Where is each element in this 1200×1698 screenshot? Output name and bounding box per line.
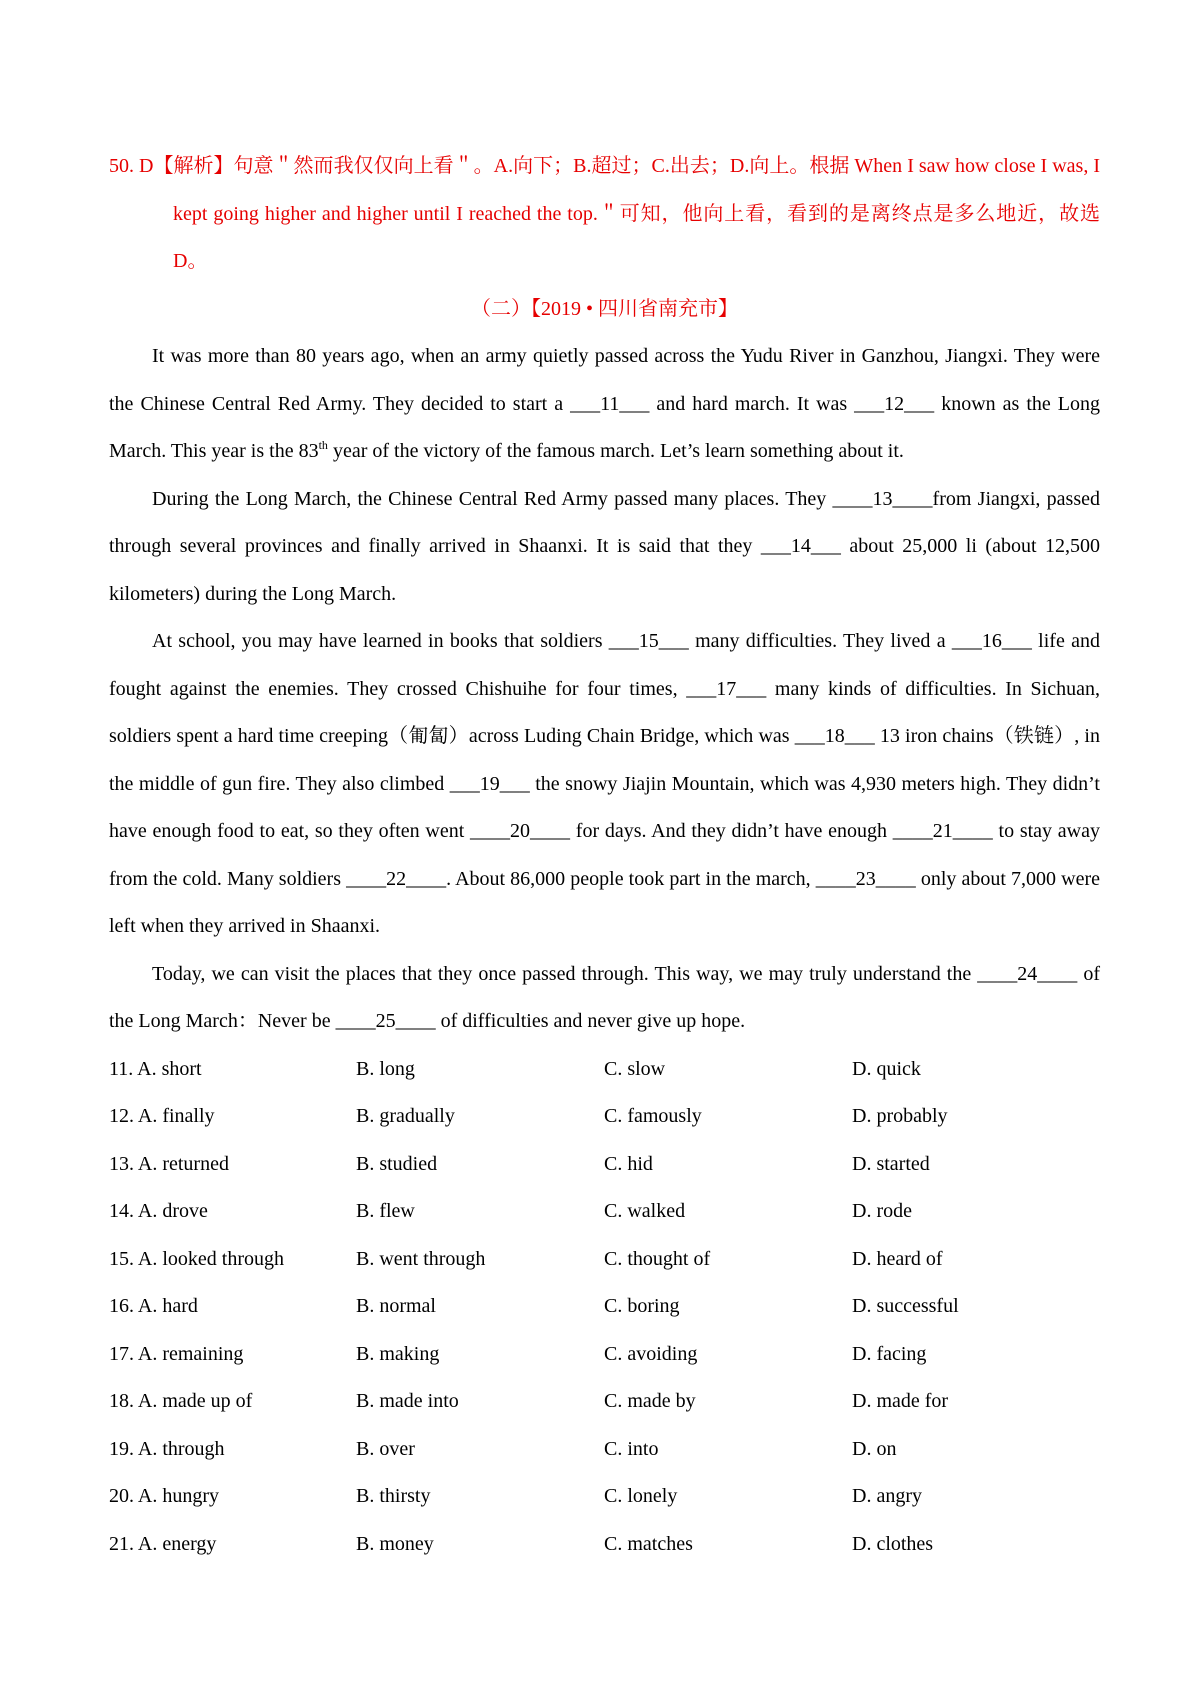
option-a: 17. A. remaining — [109, 1342, 244, 1365]
option-a: 14. A. drove — [109, 1200, 208, 1222]
option-row — [109, 1473, 1100, 1521]
option-c: C. into — [604, 1437, 659, 1460]
option-d: D. rode — [852, 1200, 912, 1222]
option-b: B. long — [356, 1057, 415, 1080]
section-title: （二）【2019 • 四川省南充市】 — [470, 297, 738, 320]
option-row — [109, 1093, 1100, 1141]
option-d: D. clothes — [852, 1532, 934, 1555]
option-d: D. on — [852, 1437, 897, 1460]
option-b: B. flew — [356, 1200, 415, 1222]
option-a: 21. A. energy — [109, 1532, 217, 1555]
option-d: D. angry — [852, 1485, 922, 1507]
option-a: 12. A. finally — [109, 1105, 215, 1127]
option-a: 13. A. returned — [109, 1152, 229, 1175]
option-b: B. over — [356, 1437, 415, 1460]
option-row — [109, 1378, 1100, 1426]
option-b: B. making — [356, 1342, 440, 1365]
option-row — [109, 1141, 1100, 1189]
option-b: B. went through — [356, 1247, 486, 1270]
document-page — [109, 143, 1100, 1568]
option-c: C. thought of — [604, 1247, 711, 1270]
option-row — [109, 1283, 1100, 1331]
option-b: B. made into — [356, 1390, 459, 1412]
option-row — [109, 1426, 1100, 1474]
option-a: 19. A. through — [109, 1437, 225, 1460]
option-c: C. slow — [604, 1057, 666, 1080]
option-d: D. heard of — [852, 1247, 943, 1270]
option-c: C. boring — [604, 1295, 680, 1317]
answer-explanation: 50. D【解析】句意＂然而我仅仅向上看＂。A.向下；B.超过；C.出去；D.向上。根据 When I saw how close I was, I kept going higher and higher until I reached the top.＂可知，他向上看，看到的是离终点是多么地近，故选 D。 — [109, 155, 1100, 272]
option-a: 16. A. hard — [109, 1295, 198, 1317]
passage-text: It was more than 80 years ago, when an army quietly passed across the Yudu River in Ganzhou, Jiangxi. They were the Chinese Central Red Army. They decided to start a ___11___ and hard march. It was ___12___ known as the Long March. This year is the 83 — [109, 345, 1100, 462]
option-b: B. studied — [356, 1152, 438, 1175]
option-c: C. avoiding — [604, 1342, 698, 1365]
option-b: B. thirsty — [356, 1485, 431, 1507]
option-b: B. money — [356, 1532, 434, 1555]
option-row — [109, 1046, 1100, 1094]
option-a: 18. A. made up of — [109, 1390, 253, 1412]
option-d: D. made for — [852, 1390, 949, 1412]
option-d: D. successful — [852, 1295, 959, 1317]
superscript: th — [318, 438, 328, 452]
passage-paragraph-4: Today, we can visit the places that they once passed through. This way, we may truly understand the ____24____ of the Long March：Never be ____25____ of difficulties and never give up hope. — [109, 962, 1100, 1032]
option-a: 15. A. looked through — [109, 1247, 284, 1270]
options-list — [109, 1046, 1100, 1569]
option-row — [109, 1331, 1100, 1379]
passage-paragraph-2: During the Long March, the Chinese Central Red Army passed many places. They ____13____from Jiangxi, passed through several provinces and finally arrived in Shaanxi. It is said that they ___14___ about 25,000 li (about 12,500 kilometers) during the Long March. — [109, 487, 1100, 605]
option-row — [109, 1236, 1100, 1284]
option-d: D. quick — [852, 1057, 921, 1080]
option-d: D. facing — [852, 1342, 927, 1365]
option-b: B. gradually — [356, 1105, 455, 1127]
passage-text: year of the victory of the famous march. Let’s learn something about it. — [327, 440, 904, 462]
passage-paragraph-3: At school, you may have learned in books that soldiers ___15___ many difficulties. They lived a ___16___ life and fought against the enemies. They crossed Chishuihe for four times, ___17___ many kinds of difficulties. In Sichuan, soldiers spent a hard time creeping（匍匐）across Luding Chain Bridge, which was ___18___ 13 iron chains（铁链）, in the middle of gun fire. They also climbed ___19___ the snowy Jiajin Mountain, which was 4,930 meters high. They didn’t have enough food to eat, so they often went ____20____ for days. And they didn’t have enough ____21____ to stay away from the cold. Many soldiers ____22____. About 86,000 people took part in the march, ____23____ only about 7,000 were left when they arrived in Shaanxi. — [109, 630, 1100, 937]
option-row — [109, 1188, 1100, 1236]
option-d: D. started — [852, 1152, 930, 1175]
passage-paragraph-1 — [109, 333, 1100, 476]
option-c: C. lonely — [604, 1485, 678, 1507]
option-c: C. walked — [604, 1200, 686, 1222]
option-row — [109, 1521, 1100, 1569]
option-d: D. probably — [852, 1105, 948, 1127]
option-c: C. famously — [604, 1105, 702, 1127]
option-c: C. made by — [604, 1390, 696, 1412]
option-c: C. hid — [604, 1152, 653, 1175]
option-a: 20. A. hungry — [109, 1485, 219, 1507]
option-a: 11. A. short — [109, 1057, 202, 1080]
option-c: C. matches — [604, 1532, 693, 1555]
option-b: B. normal — [356, 1295, 436, 1317]
